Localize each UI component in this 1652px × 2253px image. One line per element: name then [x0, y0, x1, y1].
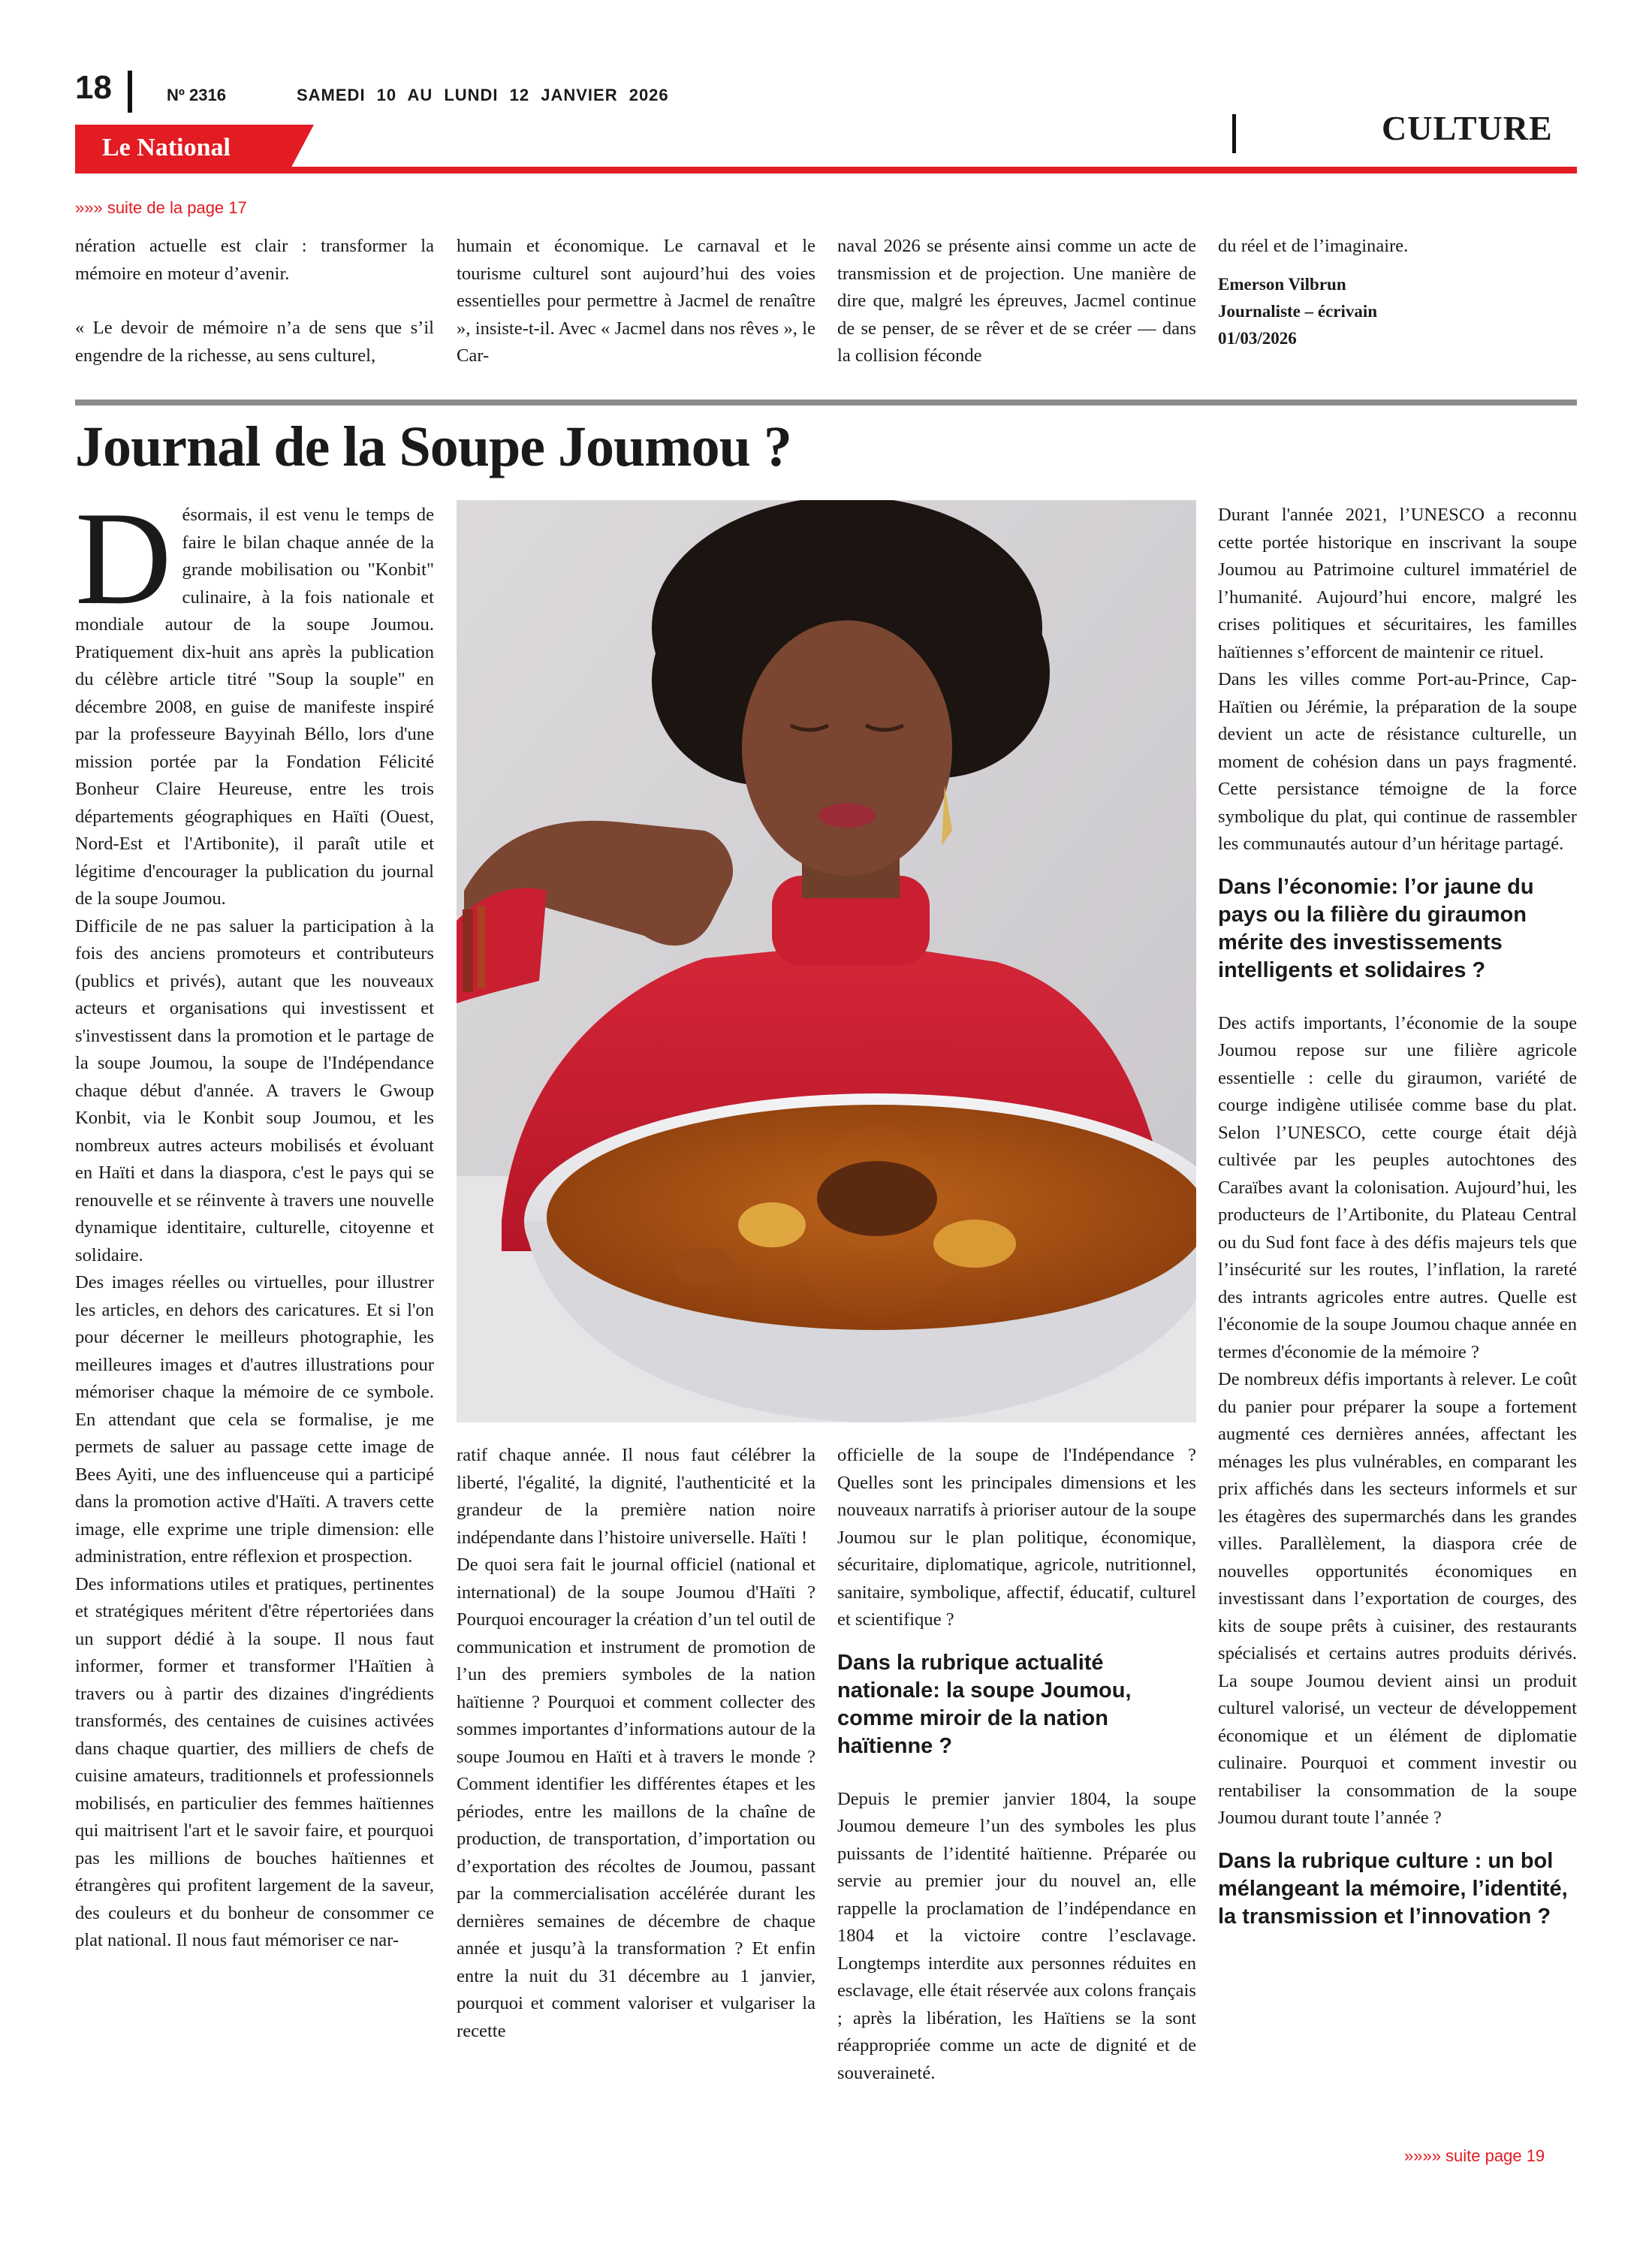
issue-number: Nº 2316	[167, 86, 226, 104]
paragraph: De quoi sera fait le journal officiel (national et international) de la soupe Joumou d'Haïti ? Pourquoi encourager la création d’un tel outil de communication et instrument de promotion de l’un des premiers symboles de la nation haïtienne ? Pourquoi et comment collecter des sommes importantes d’informations autour de la soupe Joumou en Haïti et à travers le monde ? Comment identifier les différentes étapes et les périodes, entre les maillons de la chaîne de production, de transportation, d’importation ou d’exportation des récoltes de Joumou, passant par la commercialisation accélérée durant les dernières semaines de décembre de chaque année et jusqu’à la transformation ? Et enfin entre la nuit du 31 décembre au 1 janvier, pourquoi et comment valoriser et vulgariser la recette	[457, 1555, 815, 2041]
prev-article-col2	[457, 233, 815, 370]
paragraph: Difficile de ne pas saluer la participation à la fois des anciens promoteurs et contributeurs (publics et privés), autant que les nouveaux acteurs et organisations qui investissent et s'investissent dans la promotion et le partage de la soupe Joumou, la soupe de l'Indépendance chaque début d'année. A travers le Gwoup Konbit, via le Konbit soup Joumou, et les nombreux autres acteurs mobilisés et évoluant en Haïti et dans la diaspora, c'est le pays qui se renouvelle et se réinvente à travers une nouvelle dynamique identitaire, culturelle, citoyenne et solidaire.	[75, 915, 434, 1265]
brand-logo: Le National	[102, 134, 231, 161]
paragraph: Des actifs importants, l’économie de la soupe Joumou repose sur une filière agricole essentielle : celle du giraumon, variété de courge indigène utilisée comme base du plat. Selon l’UNESCO, cette courge était déjà cultivée par les peuples autochtones des Caraïbes avant la colonisation. Aujourd’hui, les producteurs de l’Artibonite, du Plateau Central ou du Sud font face à des défis majeurs tels que l’insécurité sur les routes, l’inflation, la rareté des intrants agricoles entre autres. Quelle est l'économie de la soupe Joumou chaque année en termes d'économie de la mémoire ?	[1218, 1012, 1577, 1362]
prev-article-col1	[75, 233, 434, 369]
page-number-divider	[128, 71, 132, 113]
continued-to: »»»» suite page 19	[1404, 2146, 1545, 2165]
paragraph: Depuis le premier janvier 1804, la soupe Joumou demeure l’un des symboles les plus puissants de l’identité haïtienne. Préparée ou servie au premier jour du nouvel an, elle rappelle la proclamation de l’indépendance en 1804 et la victoire contre l’esclavage. Longtemps interdite aux personnes réduites en esclavage, elle était réservée aux colons français ; après la libération, les Haïtiens se la sont réappropriée comme un acte de dignité et de souveraineté.	[837, 1788, 1196, 2083]
lead-paragraph: Désormais, il est venu le temps de faire le bilan chaque année de la grande mobilisation ou "Konbit" culinaire, à la fois nationale et mondiale autour de la soupe Joumou. Pratiquement dix-huit ans après la publication du célèbre article titré "Soup la souple" en décembre 2008, en guise de manifeste inspiré par la professeure Bayyinah Béllo, lors d'une mission portée par la Fondation Félicité Bonheur Claire Heureuse, entre les trois départements géographiques en Haïti (Ouest, Nord-Est et l'Artibonite), il paraît utile et légitime d'encourager la publication du journal de la soupe Joumou.	[75, 484, 434, 909]
continued-from: »»» suite de la page 17	[75, 198, 247, 217]
paragraph: De nombreux défis importants à relever. Le coût du panier pour préparer la soupe a fortement augmenté ces dernières années, affectant les ménages les plus vulnérables, en comparant les prix affichés dans les secteurs informels et sur les étagères des supermarchés dans les grandes villes. Parallèlement, la diaspora crée de nouvelles opportunités économiques en investissant dans l’exportation de courges, des kits de soupe prêts à cuisiner, des restaurants spécialisés et certains autres produits dérivés. La soupe Joumou devient ainsi un produit culturel valorisé, un vecteur de développement économique et un élément de diplomatie culinaire. Pourquoi et comment investir ou rentabiliser la consommation de la soupe Joumou durant toute l’année ?	[1218, 1369, 1577, 1828]
section-title: CULTURE	[1382, 109, 1553, 147]
issue-date: SAMEDI 10 AU LUNDI 12 JANVIER 2026	[297, 86, 669, 104]
paragraph: Des informations utiles et pratiques, pertinentes et stratégiques méritent d'être répertoriées dans un support dédié à la soupe. Il nous faut informer, former et transformer l'Haïtien à travers ou à partir des dizaines d'ingrédients transformés, des centaines de cuisines activées dans chaque quartier, des milliers de chefs de cuisine amateurs, traditionnels et professionnels mobilisés, en particulier des femmes haïtiennes qui maitrisent l'art et le savoir faire, et pourquoi pas les millions de bouches haïtiennes et étrangères qui profitent largement de la saveur, des couleurs et du bonheur de consommer ce plat national. Il nous faut mémoriser ce nar-	[75, 1573, 434, 1950]
paragraph: nération actuelle est clair : transformer la mémoire en moteur d’avenir.	[75, 236, 434, 284]
subheading-national: Dans la rubrique actualité nationale: la soupe Joumou, comme miroir de la nation haïtienne ?	[837, 1650, 1132, 1758]
paragraph: Des images réelles ou virtuelles, pour illustrer les articles, en dehors des caricatures. Et si l'on pour décerner le meilleurs photographie, les meilleures images et d'autres illustrations pour mémoriser chaque la mémoire de ce symbole. En attendant que cela se formalise, je me permets de saluer au passage cette image de Bees Ayiti, une des influenceuse qui a participé dans la promotion active d'Haïti. A travers cette image, elle exprime une triple dimension: elle administration, entre réflexion et prospection.	[75, 1272, 434, 1567]
author-role: Journaliste – écrivain	[1218, 301, 1378, 321]
paragraph: Durant l'année 2021, l’UNESCO a reconnu cette portée historique en inscrivant la soupe Joumou au Patrimoine culturel immatériel de l’humanité. Aujourd’hui encore, malgré les crises politiques et sécuritaires, les familles haïtiennes s’efforcent de maintenir ce rituel.	[1218, 505, 1577, 662]
paragraph: officielle de la soupe de l'Indépendance ? Quelles sont les principales dimensions et les nouveaux narratifs à prioriser autour de la soupe Joumou sur le plan politique, économique, sécuritaire, diplomatique, agricole, nutritionnel, sanitaire, symbolique, affectif, éducatif, culturel et scientifique ?	[837, 1445, 1196, 1630]
section-divider	[1232, 114, 1236, 153]
drop-cap: D	[75, 484, 172, 632]
author-name: Emerson Vilbrun	[1218, 274, 1346, 294]
header-rule	[75, 167, 1577, 173]
paragraph: « Le devoir de mémoire n’a de sens que s’il engendre de la richesse, au sens culturel,	[75, 318, 434, 366]
article-title: Journal de la Soupe Joumou ?	[75, 415, 791, 478]
article-separator	[75, 400, 1577, 406]
author-date: 01/03/2026	[1218, 328, 1297, 348]
prev-article-col3	[837, 233, 1196, 370]
subheading-economy: Dans l’économie: l’or jaune du pays ou la filière du giraumon mérite des investissements intelligents et solidaires ?	[1218, 874, 1534, 982]
paragraph: du réel et de l’imaginaire.	[1218, 236, 1409, 256]
page-number: 18	[75, 69, 112, 106]
paragraph: ratif chaque année. Il nous faut célébrer la liberté, l'égalité, la dignité, l'authenticité et la grandeur de la première nation noire indépendante dans l’histoire universelle. Haïti !	[457, 1445, 815, 1548]
paragraph: naval 2026 se présente ainsi comme un acte de transmission et de projection. Une manière de dire que, malgré les épreuves, Jacmel continue de se penser, de se rêver et de se créer — dans la collision féconde	[837, 236, 1196, 366]
article-col3	[837, 1442, 1196, 2087]
paragraph: Dans les villes comme Port-au-Prince, Cap-Haïtien ou Jérémie, la préparation de la soupe devient un acte de résistance culturelle, un moment de cohésion dans un pays fragmenté. Cette persistance témoigne de la force symbolique du plat, qui continue de rassembler les communautés autour d’un héritage partagé.	[1218, 669, 1577, 854]
article-col4	[1218, 502, 1577, 1956]
article-col1	[75, 484, 434, 1955]
article-photo	[457, 500, 1196, 1422]
prev-article-col4	[1218, 233, 1577, 352]
article-col2	[457, 1442, 815, 2045]
subheading-culture: Dans la rubrique culture : un bol mélangeant la mémoire, l’identité, la transmission et l’innovation ?	[1218, 1848, 1568, 1929]
paragraph: humain et économique. Le carnaval et le tourisme culturel sont aujourd’hui des voies essentielles pour permettre à Jacmel de renaître », insiste-t-il. Avec « Jacmel dans nos rêves », le Car-	[457, 236, 815, 366]
